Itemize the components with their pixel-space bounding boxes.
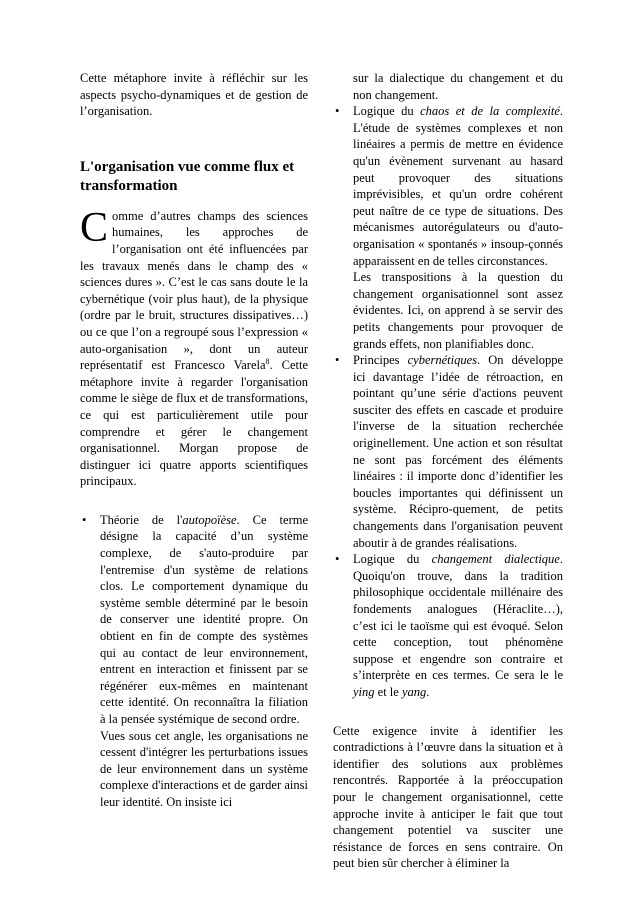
item-emphasis: cybernétiques [407, 353, 478, 368]
item-emphasis: changement dialectique [431, 552, 560, 567]
bullet-icon: • [335, 552, 340, 567]
item-text: et le [374, 684, 402, 699]
item-text: . Ce terme désigne la capacité d’un système complexe, de s'auto-produire par l'entremise d'un système de relations clos. Le comportement dynamique du système semble déterminé par le besoin de conserver une identité propre. On obtient en fin de compte des systèmes qui au contact de leur environnement, entrent en interaction et finissent par se régénérer eux-mêmes en maintenant cette identité. On reconnaîtra la filiation à la pensée systémique de second ordre. [100, 512, 308, 726]
item-text: Logique du [353, 552, 432, 567]
item-text: Logique du [353, 104, 421, 119]
item-text: Principes [353, 353, 408, 368]
list-item-dialectique [333, 551, 563, 700]
item-continuation: Vues sous cet angle, les organisations ne cessent d'intégrer les perturbations issues de leur environnement dans un système complexe d'interactions et de garder ainsi leur identité. On insiste ici [100, 728, 308, 809]
item-text: . [426, 684, 430, 699]
paragraph-text-b: . Cette métaphore invite à regarder l'organisation comme le siège de flux et de transformations, ce qui est particulièrement utile pour comprendre et gérer le changement organisationnel. Morgan propose de distinguer ici quatre apports scientifiques principaux. [80, 358, 308, 489]
bullet-icon: • [82, 512, 87, 527]
item-continuation: Les transpositions à la question du changement organisationnel sont assez évidentes. Ici, on apprend à se servir des petits changements pour provoquer de grands effets, non planifiables donc. [353, 270, 563, 351]
list-item-cybernetique [333, 352, 563, 551]
item-emphasis: yang [401, 684, 427, 699]
bullet-list-left [80, 512, 308, 811]
left-column [80, 70, 308, 811]
intro-paragraph: Cette métaphore invite à réfléchir sur les aspects psycho-dynamiques et de gestion de l’organisation. [80, 71, 308, 119]
paragraph-text-a: omme d’autres champs des sciences humaines, les approches de l’organisation ont été influencées par les travaux menés dans le champ des « sciences dures ». C’est le cas sans doute le la cybernétique (voir plus haut), de la physique (ordre par le bruit, structures dissipatives…) ou ce que l’on a regroupé sous l’expression « auto-organisation », dont un auteur représentatif est Francesco Varela [80, 208, 308, 373]
closing-paragraph: Cette exigence invite à identifier les contradictions à l’œuvre dans la situation et à identifier des solutions aux problèmes rencontrés. Rapportée à la préoccupation pour le changement organisationnel, cette approche invite à anticiper le fait que tout changement potentiel va susciter une résistance de forces en sens contraire. On peut bien sûr chercher à éliminer la [333, 723, 563, 871]
list-item-chaos [333, 103, 563, 352]
item-text: . On développe ici davantage l’idée de rétroaction, en pointant qu’une série d'actions peuvent susciter des effets en cascade et produire l'inverse de la situation recherchée originellement. Une action et son résultat ne sont pas forcément des éléments linéaires : il importe donc d’identifier les boucles importantes qui définissent un système. Récipro-quement, de petits changements dans l'organisation peuvent aboutir à de grandes réalisations. [353, 353, 563, 550]
item-emphasis: ying [353, 684, 375, 699]
right-column [333, 70, 563, 872]
bullet-list-right [333, 70, 563, 701]
item-text: . Quoiqu'on trouve, dans la tradition philosophique occidentale millénaire des fondements analogues (Héraclite…), c’est ici le taoïsme qui est évoqué. Selon cette conception, tout phénomène suppose et engendre son contraire et s’interprète en ces termes. Ce sera le le [353, 552, 563, 683]
item-continuation: sur la dialectique du changement et du non changement. [353, 71, 563, 102]
list-item-autopoiese [80, 512, 308, 811]
bullet-icon: • [335, 104, 340, 119]
drop-cap-letter: C [80, 204, 109, 251]
list-item-continued [333, 70, 563, 103]
item-emphasis: autopoïèse [182, 512, 237, 527]
item-emphasis: chaos et de la complexité [420, 104, 560, 119]
item-text: Théorie de l' [100, 512, 183, 527]
bullet-icon: • [335, 353, 340, 368]
footnote-ref: 8 [265, 356, 270, 366]
item-text: . L'étude de systèmes complexes et non linéaires a permis de mettre en évidence qu'un évènement survenant au hasard peut provoquer des situations imprévisibles, et qu'un ordre cohérent peut naître de ce type de situations. Des mécanismes autorégulateurs ou d'auto-organisation « spontanés » insoup-çonnés apparaissent en de telles circonstances. [353, 104, 563, 268]
section-heading: L'organisation vue comme flux et transformation [80, 158, 295, 194]
dropcap-paragraph [80, 204, 308, 490]
